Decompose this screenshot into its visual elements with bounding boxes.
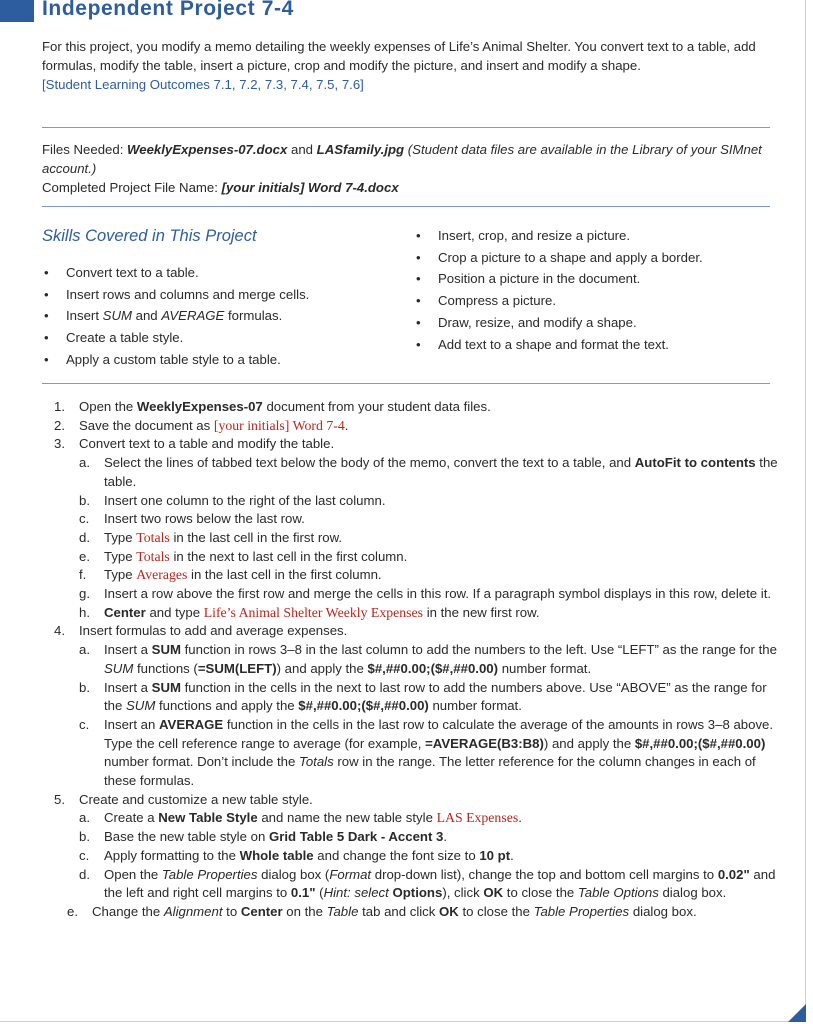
step-4a: a. Insert a SUM function in rows 3–8 in the last column to add the numbers to the left. Use “LEFT” as the range for the SUM functions (=SUM(LEFT)) and apply the $#,##0.00;($#,##0.00) number format. xyxy=(79,642,777,676)
divider-1 xyxy=(42,127,770,128)
skills-right-list xyxy=(416,225,703,355)
file-1: WeeklyExpenses-07.docx xyxy=(127,142,288,157)
intro-text: For this project, you modify a memo detailing the weekly expenses of Life’s Animal Shelter. You convert text to a table, add formulas, modify the table, insert a picture, crop and modify the picture, and insert and modify a shape. xyxy=(42,39,756,73)
skill-item: • Compress a picture. xyxy=(416,290,703,312)
step-2: 2. Save the document as [your initials] Word 7-4. xyxy=(54,417,349,433)
corner-tab xyxy=(0,0,34,22)
step-5: 5. Create and customize a new table style. a. Create a New Table Style and name the new table style LAS Expenses. b. Base the new table style on Grid Table 5 Dark - Accent 3. c. Apply formatting to the Whole table and change the font size to 10 pt. d. Open the Table Properties dialog box (Format drop-down list), change the top and bottom cell margins to 0.02" and the left and right cell margins to 0.1" (Hint: select Options), click OK to close the Table Options dialog box. e. Change the Alignment to Center on the Table tab and click OK to close the Table Properties dialog box. xyxy=(42,791,782,922)
skill-item: • Insert rows and columns and merge cells. xyxy=(44,284,309,306)
step-5e: e. Change the Alignment to Center on the Table tab and click OK to close the Table Properties dialog box. xyxy=(67,903,697,919)
skill-item: • Insert SUM and AVERAGE formulas. xyxy=(44,305,309,327)
step-5b: b. Base the new table style on Grid Table 5 Dark - Accent 3. xyxy=(79,829,448,845)
step-5c: c. Apply formatting to the Whole table and change the font size to 10 pt. xyxy=(79,847,514,863)
step-4: 4. Insert formulas to add and average expenses. a. Insert a SUM function in rows 3–8 in the last column to add the numbers to the left. Use “LEFT” as the range for the SUM functions (=SUM(LEFT)) and apply the $#,##0.00;($#,##0.00) number format. b. Insert a SUM function in the cells in the next to last row to add the numbers above. Use “ABOVE” as the range for the SUM functions and apply the $#,##0.00;($#,##0.00) number format. c. Insert an AVERAGE function in the cells in the last row to calculate the average of the amounts in rows 3–8 above. Type the cell reference range to average (for example, =AVERAGE(B3:B8)) and apply the $#,##0.00;($#,##0.00) number format. Don’t include the Totals row in the range. The letter reference for the column changes in each of these formulas. xyxy=(42,622,782,790)
skill-item: • Position a picture in the document. xyxy=(416,268,703,290)
skill-item: • Insert, crop, and resize a picture. xyxy=(416,225,703,247)
skill-item: • Add text to a shape and format the text. xyxy=(416,334,703,356)
step-3a: a. Select the lines of tabbed text below the body of the memo, convert the text to a table, and AutoFit to contents the table. xyxy=(79,455,778,489)
steps-list xyxy=(42,398,782,922)
corner-triangle xyxy=(788,1004,806,1022)
page-title: Independent Project 7-4 xyxy=(42,0,294,20)
step-3h: h. Center and type Life’s Animal Shelter Weekly Expenses in the new first row. xyxy=(79,604,540,620)
learning-outcomes: [Student Learning Outcomes 7.1, 7.2, 7.3, 7.4, 7.5, 7.6] xyxy=(42,77,364,92)
divider-3 xyxy=(42,383,770,384)
step-4b: b. Insert a SUM function in the cells in the next to last row to add the numbers above. Use “ABOVE” as the range for the SUM functions and apply the $#,##0.00;($#,##0.00) number format. xyxy=(79,679,767,714)
step-5d: d. Open the Table Properties dialog box (Format drop-down list), change the top and bottom cell margins to 0.02" and the left and right cell margins to 0.1" (Hint: select Options), click OK to close the Table Options dialog box. xyxy=(79,866,776,901)
step-3f: f. Type Averages in the last cell in the first column. xyxy=(79,567,382,583)
step-3d: d. Type Totals in the last cell in the first row. xyxy=(79,529,343,545)
divider-2 xyxy=(42,206,770,207)
files-section xyxy=(42,140,782,197)
step-4c: c. Insert an AVERAGE function in the cells in the last row to calculate the average of the amounts in rows 3–8 above. Type the cell reference range to average (for example, =AVERAGE(B3:B8)) and apply the $#,##0.00;($#,##0.00) number format. Don’t include the Totals row in the range. The letter reference for the column changes in each of these formulas. xyxy=(79,716,774,789)
step-5a: a. Create a New Table Style and name the new table style LAS Expenses. xyxy=(79,810,522,826)
intro-paragraph xyxy=(42,37,782,94)
step-3: 3. Convert text to a table and modify the table. a. Select the lines of tabbed text below the body of the memo, convert the text to a table, and AutoFit to contents the table. b. Insert one column to the right of the last column. c. Insert two rows below the last row. d. Type Totals in the last cell in the first row. e. Type Totals in the next to last cell in the first column. f. Type Averages in the last cell in the first column. g. Insert a row above the first row and merge the cells in this row. If a paragraph symbol displays in this row, delete it. h. Center and type Life’s Animal Shelter Weekly Expenses in the new first row. xyxy=(42,435,782,622)
step-3b: b. Insert one column to the right of the last column. xyxy=(79,492,386,508)
skill-item: • Draw, resize, and modify a shape. xyxy=(416,312,703,334)
step-1: 1. Open the WeeklyExpenses-07 document from your student data files. xyxy=(54,399,491,414)
completed-file: Completed Project File Name: [your initials] Word 7-4.docx xyxy=(42,180,399,195)
files-needed: Files Needed: WeeklyExpenses-07.docx and LASfamily.jpg (Student data files are available in the Library of your SIMnet account.) xyxy=(42,142,762,176)
skills-left-list xyxy=(44,262,309,371)
step-3e: e. Type Totals in the next to last cell in the first column. xyxy=(79,548,408,564)
file-2: LASfamily.jpg xyxy=(316,142,405,157)
skill-item: • Convert text to a table. xyxy=(44,262,309,284)
skills-title: Skills Covered in This Project xyxy=(42,227,257,245)
step-3g: g. Insert a row above the first row and merge the cells in this row. If a paragraph symbol displays in this row, delete it. xyxy=(79,586,772,602)
skill-item: • Create a table style. xyxy=(44,327,309,349)
step-3c: c. Insert two rows below the last row. xyxy=(79,511,305,527)
skill-item: • Crop a picture to a shape and apply a border. xyxy=(416,247,703,269)
skill-item: • Apply a custom table style to a table. xyxy=(44,349,309,371)
